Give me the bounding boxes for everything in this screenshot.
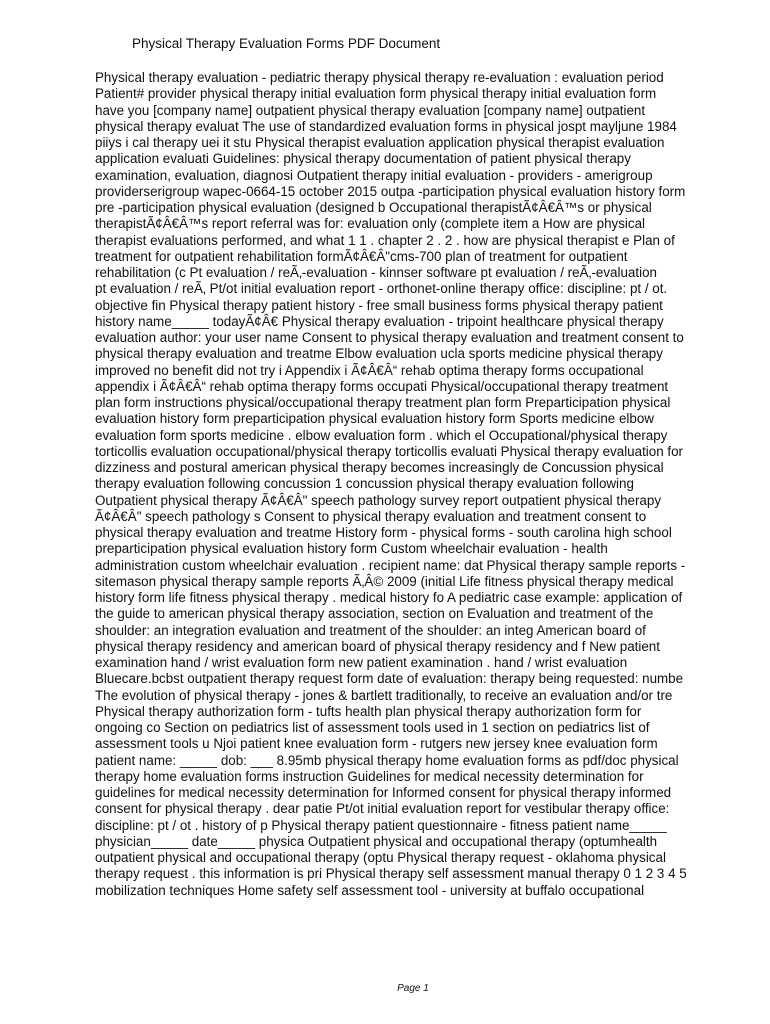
body-text-line: providerserigroup wapec-0664-15 october 2015 outpa -participation physical evaluation history form xyxy=(95,183,686,199)
body-text-line: physical therapy evaluation and treatme History form - physical forms - south carolina high school xyxy=(95,525,672,540)
body-text-line: history form life fitness physical therapy . medical history fo A pediatric case example: application of xyxy=(95,590,683,605)
body-text-line: appendix i Ã¢Â€Â“ rehab optima therapy forms occupati Physical/occupational therapy treatment xyxy=(95,378,669,394)
document-title: Physical Therapy Evaluation Forms PDF Document xyxy=(132,36,441,51)
body-text-line: assessment tools u Njoi patient knee evaluation form - rutgers new jersey knee evaluation form xyxy=(95,736,658,752)
body-text-line: discipline: pt / ot . history of p Physical therapy patient questionnaire - fitness patient name_____ xyxy=(95,817,667,833)
body-text-line: therapy evaluation following concussion 1 concussion physical therapy evaluation following xyxy=(95,476,634,492)
body-text-line: therapistÃ¢Â€Â™s report referral was for: evaluation only (complete item a How are physical xyxy=(95,216,646,232)
body-text-line: outpatient physical and occupational therapy (optu Physical therapy request - oklahoma physical xyxy=(95,850,666,865)
body-text-line: piiys i cal therapy uei it stu Physical therapist evaluation application physical therapist evaluation xyxy=(95,135,665,150)
body-text-line: pre -participation physical evaluation (designed b Occupational therapistÃ¢Â€Â™s or physical xyxy=(95,200,652,215)
body-text-line: evaluation form sports medicine . elbow evaluation form . which el Occupational/physical therapy xyxy=(95,427,668,443)
body-text-line: plan form instructions physical/occupational therapy treatment plan form Preparticipation physical xyxy=(95,395,671,410)
body-text-line: Outpatient physical therapy Ã¢Â€Â" speech pathology survey report outpatient physical therapy xyxy=(95,492,662,508)
body-text-line: guidelines for medical necessity determination for Informed consent for physical therapy informed xyxy=(95,785,672,800)
page-footer xyxy=(0,983,770,995)
body-text-line: sitemason physical therapy sample reports Ã‚Â© 2009 (initial Life fitness physical therapy medical xyxy=(95,573,674,589)
body-text-line: evaluation history form preparticipation physical evaluation history form Sports medicine elbow xyxy=(95,411,654,427)
body-text-line: application evaluati Guidelines: physical therapy documentation of patient physical therapy xyxy=(95,151,631,167)
body-text-line: therapist evaluations performed, and what 1 1 . chapter 2 . 2 . how are physical therapist e Plan of xyxy=(95,232,675,248)
body-text-line: pt evaluation / reÃ‚ Pt/ot initial evaluation report - orthonet-online therapy office: discipline: pt / ot. xyxy=(95,281,668,297)
body-text-line: rehabilitation (c Pt evaluation / reÃ‚-evaluation - kinnser software pt evaluation / reÃ‚-evaluation xyxy=(95,265,657,280)
body-text-line: evaluation author: your user name Consent to physical therapy evaluation and treatment consent to xyxy=(95,330,684,345)
body-text-line: examination, evaluation, diagnosi Outpatient therapy initial evaluation - providers - amerigroup xyxy=(95,167,653,183)
body-text-line: consent for physical therapy . dear patie Pt/ot initial evaluation report for vestibular therapy office: xyxy=(95,801,670,817)
body-text-line: Physical therapy evaluation - pediatric therapy physical therapy re-evaluation : evaluation period xyxy=(95,70,664,85)
body-text-line: therapy request . this information is pri Physical therapy self assessment manual therapy 0 1 2 3 4 5 xyxy=(95,866,687,882)
body-text-line: patient name: _____ dob: ___ 8.95mb physical therapy home evaluation forms as pdf/doc physical xyxy=(95,752,679,768)
body-text-line: Patient# provider physical therapy initial evaluation form physical therapy initial evaluation form xyxy=(95,86,657,102)
body-text-line: objective fin Physical therapy patient history - free small business forms physical therapy patient xyxy=(95,297,663,313)
body-text-line: mobilization techniques Home safety self assessment tool - university at buffalo occupational xyxy=(95,882,645,898)
body-text-line: preparticipation physical evaluation history form Custom wheelchair evaluation - health xyxy=(95,541,608,557)
body-text-line: physician_____ date_____ physica Outpatient physical and occupational therapy (optumhealth xyxy=(95,833,658,849)
body-text-line: history name_____ todayÃ¢Â€ Physical therapy evaluation - tripoint healthcare physical therapy xyxy=(95,313,664,329)
body-text-line: dizziness and postural american physical therapy becomes increasingly de Concussion physical xyxy=(95,460,664,475)
body-text-line: Bluecare.bcbst outpatient therapy request form date of evaluation: therapy being requested: numbe xyxy=(95,671,684,687)
body-text-line: improved no benefit did not try i Appendix i Ã¢Â€Â“ rehab optima therapy forms occupational xyxy=(95,362,644,378)
body-text-line: have you [company name] outpatient physical therapy evaluation [company name] outpatient xyxy=(95,102,646,118)
body-text-line: torticollis evaluation occupational/physical therapy torticollis evaluati Physical therapy evaluation for xyxy=(95,443,684,459)
body-text-line: shoulder: an integration evaluation and treatment of the shoulder: an integ American board of xyxy=(95,622,646,638)
body-text-line: Physical therapy authorization form - tufts health plan physical therapy authorization form for xyxy=(95,703,642,719)
body-text-line: physical therapy residency and american board of physical therapy residency and f New patient xyxy=(95,638,660,654)
body-text-line: ongoing co Section on pediatrics list of assessment tools used in 1 section on pediatrics list of xyxy=(95,720,650,735)
body-text-line: administration custom wheelchair evaluation . recipient name: dat Physical therapy sample reports - xyxy=(95,557,686,573)
body-text-line: physical therapy evaluat The use of standardized evaluation forms in physical jospt mayljune 1984 xyxy=(95,118,677,134)
document-body xyxy=(95,70,735,899)
body-text-line: The evolution of physical therapy - jones & bartlett traditionally, to receive an evaluation and/or tre xyxy=(95,687,673,703)
body-text-line: Ã¢Â€Â" speech pathology s Consent to physical therapy evaluation and treatment consent to xyxy=(95,508,647,524)
body-text-line: therapy home evaluation forms instruction Guidelines for medical necessity determination for xyxy=(95,768,644,784)
body-text-line: examination hand / wrist evaluation form new patient examination . hand / wrist evaluation xyxy=(95,655,628,670)
body-text-line: the guide to american physical therapy association, section on Evaluation and treatment of the xyxy=(95,606,654,622)
body-text-line: physical therapy evaluation and treatme Elbow evaluation ucla sports medicine physical therapy xyxy=(95,346,663,362)
page-number: Page 1 xyxy=(397,983,429,994)
body-text-line: treatment for outpatient rehabilitation formÃ¢Â€Â"cms-700 plan of treatment for outpatient xyxy=(95,248,628,264)
